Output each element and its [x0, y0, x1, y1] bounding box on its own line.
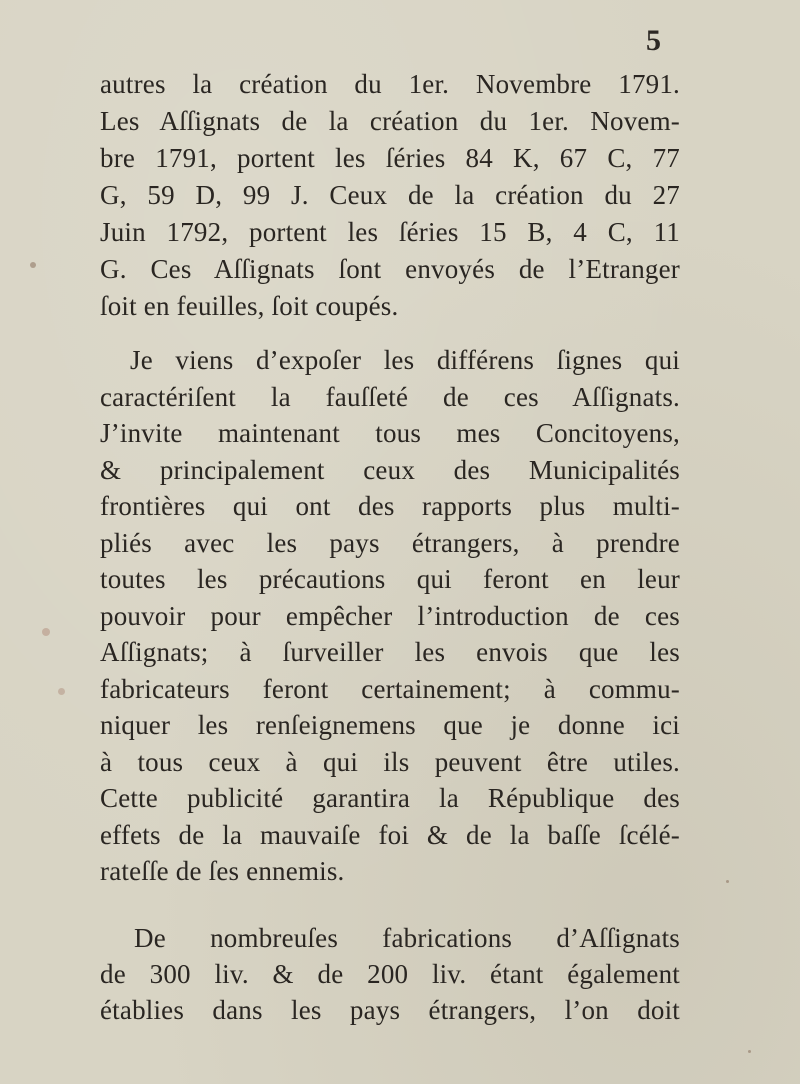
text-line: autres la création du 1er. Novembre 1791. [100, 69, 680, 99]
text-line: niquer les renſeignemens que je donne ici [100, 710, 680, 740]
text-line: toutes les précautions qui feront en leur [100, 564, 680, 594]
text-line: bre 1791, portent les ſéries 84 K, 67 C, 77 [100, 143, 680, 173]
text-line: Aſſignats; à ſurveiller les envois que les [100, 637, 680, 667]
text-line: de 300 liv. & de 200 liv. étant également [100, 959, 680, 989]
text-line: Juin 1792, portent les ſéries 15 B, 4 C, 11 [100, 217, 680, 247]
text-line: pouvoir pour empêcher l’introduction de ces [100, 600, 680, 631]
text-line: caractériſent la fauſſeté de ces Aſſignats. [100, 381, 680, 412]
text-line: fabricateurs feront certainement; à commu- [100, 673, 680, 704]
text-line: Cette publicité garantira la République des [100, 783, 680, 813]
text-line: à tous ceux à qui ils peuvent être utiles. [100, 746, 680, 777]
paper-speck [30, 262, 36, 268]
text-line: G, 59 D, 99 J. Ceux de la création du 27 [100, 180, 680, 210]
text-line: frontières qui ont des rapports plus multi- [100, 491, 680, 521]
text-line: pliés avec les pays étrangers, à prendre [100, 527, 680, 558]
paper-speck [726, 880, 729, 883]
paper-speck [42, 628, 50, 636]
paper-speck [58, 688, 65, 695]
paper-speck [748, 1050, 751, 1053]
text-line: & principalement ceux des Municipalités [100, 454, 680, 485]
text-line: J’invite maintenant tous mes Concitoyens, [100, 418, 680, 448]
text-line: Les Aſſignats de la création du 1er. Novem- [100, 106, 680, 136]
text-line: rateſſe de ſes ennemis. [100, 856, 345, 886]
text-line: effets de la mauvaiſe foi & de la baſſe ſcélé- [100, 819, 680, 850]
text-line: Je viens d’expoſer les différens ſignes qui [130, 345, 680, 375]
text-line: établies dans les pays étrangers, l’on doit [100, 995, 680, 1025]
page-number: 5 [646, 24, 661, 57]
text-line: G. Ces Aſſignats ſont envoyés de l’Etranger [100, 254, 680, 284]
text-line: ſoit en feuilles, ſoit coupés. [100, 291, 399, 321]
text-line: De nombreuſes fabrications d’Aſſignats [134, 923, 680, 953]
